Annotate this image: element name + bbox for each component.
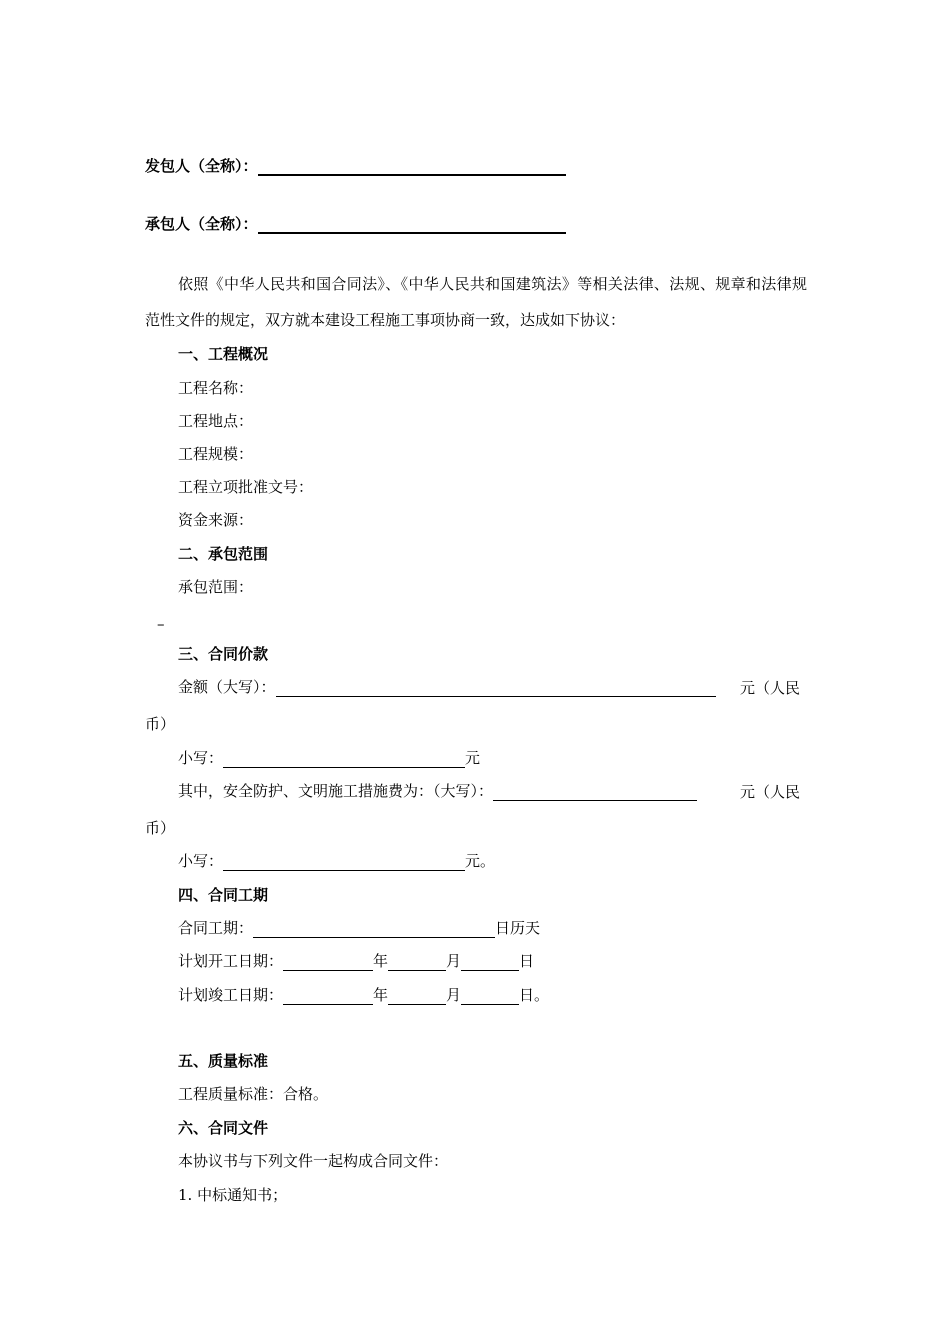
small-yuan: 元 [465, 749, 481, 767]
amount-label: 金额（大写）： [178, 678, 276, 696]
project-approval: 工程立项批准文号： [178, 478, 314, 496]
contractor-label: 承包人（全称）： [145, 215, 258, 233]
scope-dash: – [157, 615, 165, 633]
start-month-unit: 月 [446, 952, 462, 970]
safety-fee-label: 其中，安全防护、文明施工措施费为：（大写）： [178, 782, 494, 800]
funding-source: 资金来源： [178, 511, 254, 529]
safety-fee-line [178, 781, 697, 801]
safety-small-blank[interactable] [223, 854, 465, 871]
start-day-blank[interactable] [461, 954, 519, 971]
finish-month-blank[interactable] [388, 988, 446, 1005]
finish-year-unit: 年 [373, 986, 389, 1004]
finish-date-line [178, 985, 549, 1005]
employer-blank[interactable] [258, 158, 566, 176]
start-month-blank[interactable] [388, 954, 446, 971]
amount-unit-wrap: 币） [145, 715, 176, 733]
safety-fee-blank[interactable] [493, 784, 697, 801]
start-year-blank[interactable] [283, 954, 373, 971]
section5-heading: 五、质量标准 [178, 1052, 269, 1070]
section1-heading: 一、工程概况 [178, 345, 269, 363]
safety-fee-unit-wrap: 币） [145, 819, 176, 837]
contract-docs-intro: 本协议书与下列文件一起构成合同文件： [178, 1152, 449, 1170]
section3-heading: 三、合同价款 [178, 645, 269, 663]
small-label-2: 小写： [178, 852, 224, 870]
finish-day-unit: 日。 [519, 986, 550, 1004]
start-day-unit: 日 [519, 952, 535, 970]
project-scale: 工程规模： [178, 445, 254, 463]
finish-year-blank[interactable] [283, 988, 373, 1005]
quality-standard: 工程质量标准：合格。 [178, 1085, 329, 1103]
project-location: 工程地点： [178, 412, 254, 430]
contractor-line [145, 214, 566, 234]
contractor-blank[interactable] [258, 216, 566, 234]
amount-line [178, 677, 716, 697]
duration-blank[interactable] [253, 921, 495, 938]
scope-label: 承包范围： [178, 578, 254, 596]
finish-day-blank[interactable] [461, 988, 519, 1005]
safety-fee-unit: 元（人民 [740, 783, 801, 801]
intro-paragraph: 依照《中华人民共和国合同法》、《中华人民共和国建筑法》等相关法律、法规、规章和法律规范性文件的规定，双方就本建设工程施工事项协商一致，达成如下协议： [145, 275, 807, 329]
small-yuan-period: 元。 [465, 852, 496, 870]
start-date-label: 计划开工日期： [178, 952, 284, 970]
contract-doc-item-1: 1. 中标通知书； [178, 1186, 288, 1204]
start-year-unit: 年 [373, 952, 389, 970]
project-name: 工程名称： [178, 379, 254, 397]
duration-unit: 日历天 [495, 919, 541, 937]
amount-unit: 元（人民 [740, 679, 801, 697]
section2-heading: 二、承包范围 [178, 545, 269, 563]
small-label: 小写： [178, 749, 224, 767]
employer-label: 发包人（全称）： [145, 157, 258, 175]
amount-blank[interactable] [276, 680, 716, 697]
small-amount-line [178, 748, 480, 768]
duration-label: 合同工期： [178, 919, 254, 937]
section6-heading: 六、合同文件 [178, 1119, 269, 1137]
finish-date-label: 计划竣工日期： [178, 986, 284, 1004]
section4-heading: 四、合同工期 [178, 886, 269, 904]
employer-line [145, 156, 566, 176]
small-amount-blank[interactable] [223, 751, 465, 768]
safety-small-line [178, 851, 495, 871]
finish-month-unit: 月 [446, 986, 462, 1004]
duration-line [178, 918, 540, 938]
start-date-line [178, 951, 534, 971]
